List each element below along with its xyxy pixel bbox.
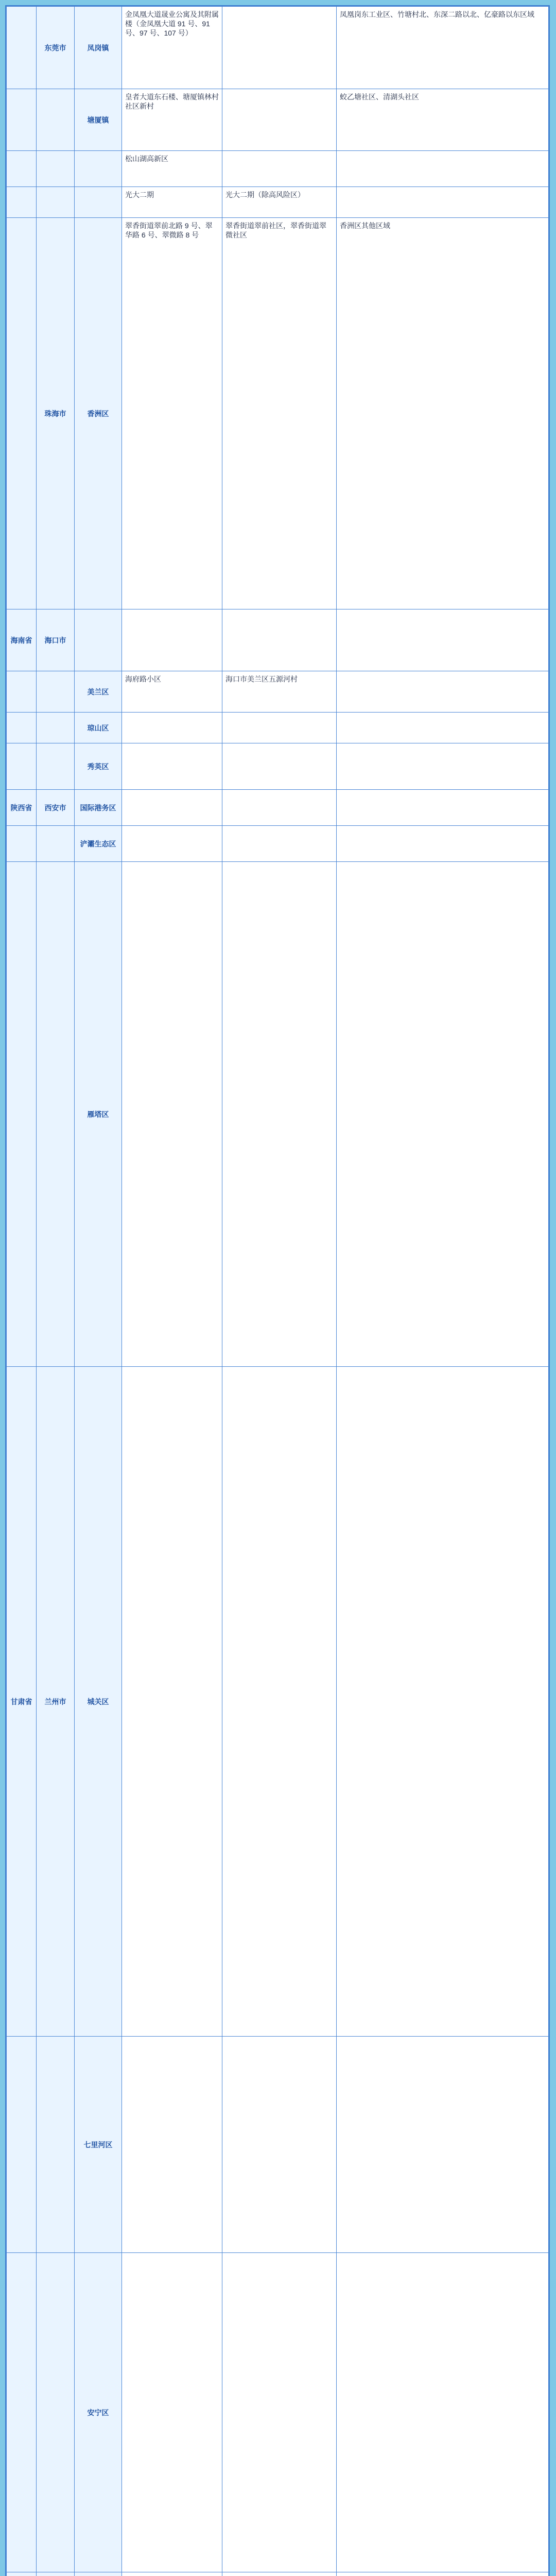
medium-risk-cell: [222, 7, 337, 89]
city-cell: [37, 89, 75, 151]
medium-risk-cell: [222, 609, 337, 671]
table-row: [7, 187, 549, 218]
city-cell: [37, 2572, 75, 2576]
high-risk-cell: [122, 609, 222, 671]
medium-risk-cell: [222, 2037, 337, 2253]
city-cell: 兰州市: [37, 1367, 75, 2037]
table-row: [7, 218, 549, 609]
district-cell: 国际港务区: [75, 790, 122, 826]
table-row: [7, 2572, 549, 2576]
province-cell: [7, 2037, 37, 2253]
low-risk-cell: [337, 671, 549, 713]
province-cell: [7, 743, 37, 790]
city-cell: 西安市: [37, 790, 75, 826]
province-cell: 陕西省: [7, 790, 37, 826]
district-cell: 浐灞生态区: [75, 826, 122, 862]
high-risk-cell: [122, 790, 222, 826]
medium-risk-cell: [222, 862, 337, 1367]
low-risk-cell: [337, 187, 549, 218]
table-row: [7, 1367, 549, 2037]
province-cell: [7, 7, 37, 89]
medium-risk-cell: 海口市美兰区五源河村: [222, 671, 337, 713]
city-cell: 海口市: [37, 609, 75, 671]
table-row: [7, 2037, 549, 2253]
medium-risk-cell: [222, 2572, 337, 2576]
province-cell: 海南省: [7, 609, 37, 671]
city-cell: [37, 2037, 75, 2253]
province-cell: [7, 2253, 37, 2572]
district-cell: 美兰区: [75, 671, 122, 713]
province-cell: [7, 151, 37, 187]
high-risk-cell: 海府路小区: [122, 671, 222, 713]
low-risk-cell: 凤凰岗东工业区、竹塘村北、东深二路以北、亿豪路以东区域: [337, 7, 549, 89]
low-risk-cell: [337, 826, 549, 862]
city-cell: [37, 713, 75, 743]
table-row: [7, 743, 549, 790]
medium-risk-cell: [222, 151, 337, 187]
city-cell: [37, 862, 75, 1367]
table-row: [7, 671, 549, 713]
low-risk-cell: 蛟乙塘社区、清湖头社区: [337, 89, 549, 151]
district-cell: [75, 187, 122, 218]
medium-risk-cell: [222, 89, 337, 151]
low-risk-cell: [337, 2037, 549, 2253]
high-risk-cell: [122, 743, 222, 790]
low-risk-cell: 香洲区其他区域: [337, 218, 549, 609]
table-row: [7, 790, 549, 826]
district-cell: [75, 609, 122, 671]
district-cell: 香洲区: [75, 218, 122, 609]
low-risk-cell: [337, 1367, 549, 2037]
district-cell: [75, 151, 122, 187]
province-cell: 甘肃省: [7, 1367, 37, 2037]
district-cell: 雁塔区: [75, 862, 122, 1367]
medium-risk-cell: [222, 2253, 337, 2572]
low-risk-cell: [337, 743, 549, 790]
high-risk-cell: [122, 2037, 222, 2253]
high-risk-cell: 光大二期: [122, 187, 222, 218]
low-risk-cell: [337, 862, 549, 1367]
table-row: [7, 862, 549, 1367]
city-cell: 珠海市: [37, 218, 75, 609]
high-risk-cell: [122, 826, 222, 862]
district-cell: 琼山区: [75, 713, 122, 743]
table-row: [7, 826, 549, 862]
low-risk-cell: [337, 2253, 549, 2572]
city-cell: [37, 151, 75, 187]
province-cell: [7, 826, 37, 862]
high-risk-cell: [122, 1367, 222, 2037]
medium-risk-cell: [222, 743, 337, 790]
medium-risk-cell: [222, 826, 337, 862]
province-cell: [7, 187, 37, 218]
table-row: [7, 89, 549, 151]
district-cell: 城关区: [75, 1367, 122, 2037]
high-risk-cell: [122, 2253, 222, 2572]
risk-table-body: [7, 7, 549, 2576]
city-cell: [37, 826, 75, 862]
district-cell: 塘厦镇: [75, 89, 122, 151]
table-row: [7, 713, 549, 743]
risk-area-table: [6, 6, 549, 2576]
low-risk-cell: [337, 713, 549, 743]
district-cell: [75, 2572, 122, 2576]
district-cell: 七里河区: [75, 2037, 122, 2253]
medium-risk-cell: [222, 790, 337, 826]
city-cell: [37, 2253, 75, 2572]
city-cell: [37, 671, 75, 713]
low-risk-cell: [337, 609, 549, 671]
province-cell: [7, 671, 37, 713]
province-cell: [7, 218, 37, 609]
medium-risk-cell: 翠香街道翠前社区，翠香街道翠微社区: [222, 218, 337, 609]
table-row: [7, 2253, 549, 2572]
province-cell: [7, 713, 37, 743]
high-risk-cell: [122, 713, 222, 743]
table-row: [7, 7, 549, 89]
low-risk-cell: [337, 790, 549, 826]
city-cell: [37, 187, 75, 218]
district-cell: 秀英区: [75, 743, 122, 790]
high-risk-cell: 金凤凰大道晟业公寓及其附属楼（金凤凰大道 91 号、91 号、97 号、107 号）: [122, 7, 222, 89]
high-risk-cell: 皇者大道东石楼、塘厦镇林村社区新村: [122, 89, 222, 151]
high-risk-cell: [122, 862, 222, 1367]
medium-risk-cell: [222, 1367, 337, 2037]
city-cell: [37, 743, 75, 790]
district-cell: 凤岗镇: [75, 7, 122, 89]
table-row: [7, 609, 549, 671]
district-cell: 安宁区: [75, 2253, 122, 2572]
low-risk-cell: [337, 2572, 549, 2576]
high-risk-cell: [122, 2572, 222, 2576]
province-cell: [7, 89, 37, 151]
low-risk-cell: [337, 151, 549, 187]
province-cell: [7, 2572, 37, 2576]
province-cell: [7, 862, 37, 1367]
risk-area-table-frame: [5, 5, 550, 2576]
high-risk-cell: 翠香街道翠前北路 9 号、翠华路 6 号、翠微路 8 号: [122, 218, 222, 609]
city-cell: 东莞市: [37, 7, 75, 89]
high-risk-cell: 松山湖高新区: [122, 151, 222, 187]
table-row: [7, 151, 549, 187]
medium-risk-cell: 光大二期（除高风险区）: [222, 187, 337, 218]
medium-risk-cell: [222, 713, 337, 743]
